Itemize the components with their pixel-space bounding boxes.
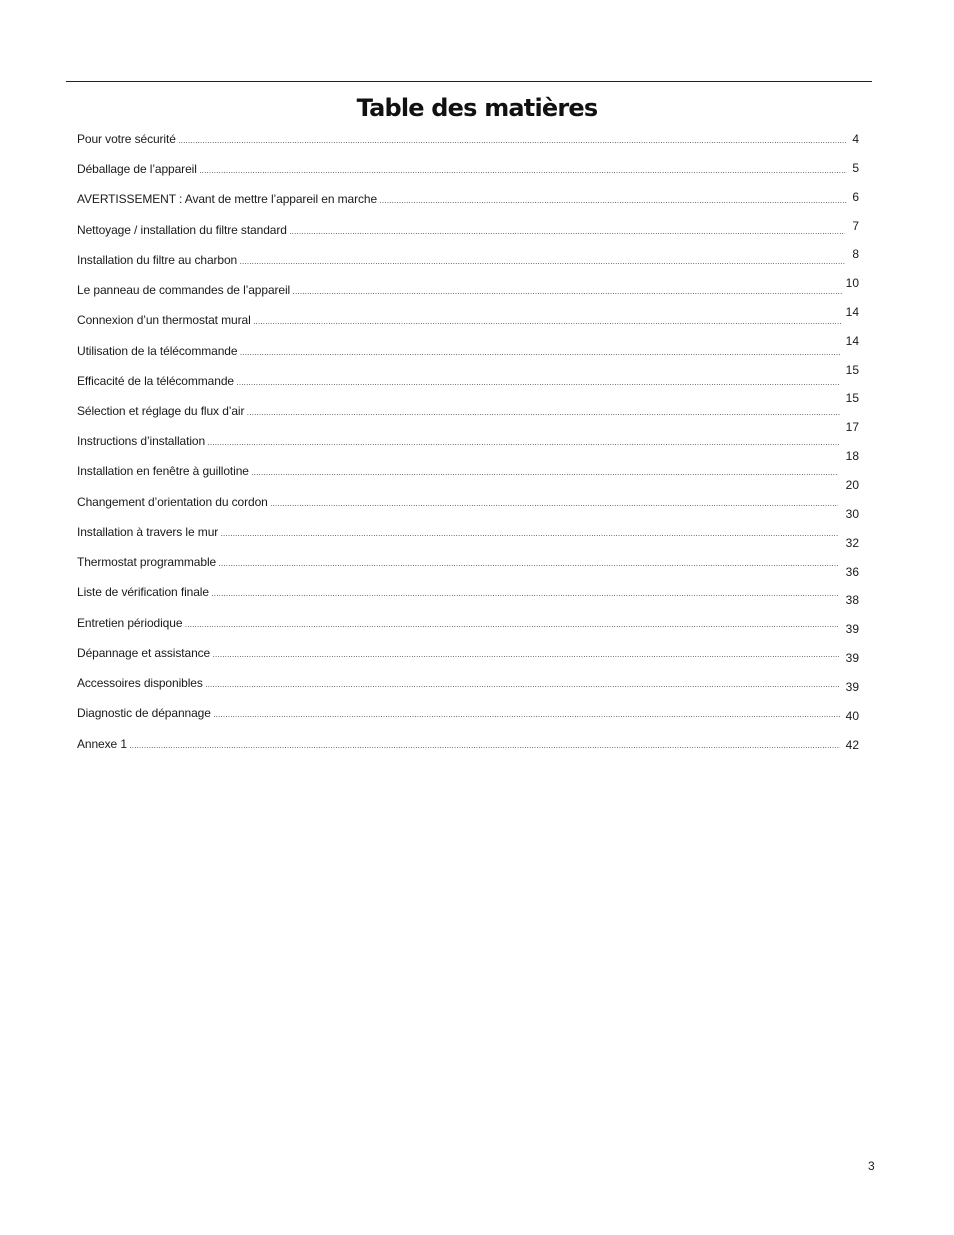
toc-entry[interactable] xyxy=(77,674,839,692)
toc-entry[interactable] xyxy=(77,221,845,239)
toc-entry-page: 8 xyxy=(852,247,859,261)
toc-entry-page: 39 xyxy=(845,651,859,665)
toc-entry-label: Annexe 1 ..... xyxy=(77,735,840,755)
toc-entry-page: 15 xyxy=(845,391,859,405)
toc-entry-label: Connexion d’un thermostat mural ..... xyxy=(77,311,841,331)
toc-entry[interactable] xyxy=(77,432,840,450)
toc-entry-label: Pour votre sécurité ..... xyxy=(77,130,847,150)
toc-entry[interactable] xyxy=(77,311,841,329)
page-number: 3 xyxy=(868,1159,875,1173)
toc-entry[interactable] xyxy=(77,614,839,632)
toc-entry[interactable] xyxy=(77,372,840,390)
toc-entry[interactable] xyxy=(77,402,840,420)
toc-entry-label: Dépannage et assistance ..... xyxy=(77,644,839,664)
top-rule xyxy=(66,81,872,82)
toc-entry[interactable] xyxy=(77,583,839,601)
toc-entry[interactable] xyxy=(77,493,838,511)
toc-entry[interactable] xyxy=(77,553,839,571)
toc-entry-label: Installation du filtre au charbon ..... xyxy=(77,251,845,271)
toc-entry-page: 39 xyxy=(845,622,859,636)
toc-entry-label: Efficacité de la télécommande ..... xyxy=(77,372,840,392)
toc-entry[interactable] xyxy=(77,735,840,753)
toc-entry-page: 42 xyxy=(845,738,859,752)
toc-entry-page: 6 xyxy=(852,190,859,204)
toc-entry-label: Accessoires disponibles ..... xyxy=(77,674,839,694)
toc-entry-label: Le panneau de commandes de l’appareil ..... xyxy=(77,281,843,301)
toc-entry-page: 36 xyxy=(845,565,859,579)
toc-entry-page: 15 xyxy=(845,363,859,377)
toc-entry-page: 40 xyxy=(845,709,859,723)
toc-entry[interactable] xyxy=(77,342,841,360)
toc-entry-page: 14 xyxy=(845,305,859,319)
toc-entry-page: 39 xyxy=(845,680,859,694)
toc-entry-label: Thermostat programmable ..... xyxy=(77,553,839,573)
toc-entry-label: Entretien périodique ..... xyxy=(77,614,839,634)
page-title: Table des matières xyxy=(356,94,598,122)
toc-entry-page: 4 xyxy=(852,132,859,146)
toc-entry-label: Instructions d’installation ..... xyxy=(77,432,840,452)
toc-entry-label: AVERTISSEMENT : Avant de mettre l’appareil en marche ..... xyxy=(77,190,847,210)
toc-entry[interactable] xyxy=(77,160,847,178)
toc-entry-label: Utilisation de la télécommande ..... xyxy=(77,342,841,362)
toc-entry[interactable] xyxy=(77,130,847,148)
toc-entry-page: 32 xyxy=(845,536,859,550)
toc-entry-page: 5 xyxy=(852,161,859,175)
toc-entry[interactable] xyxy=(77,644,839,662)
toc-entry[interactable] xyxy=(77,251,845,269)
toc-entry[interactable] xyxy=(77,704,840,722)
toc-entry-page: 30 xyxy=(845,507,859,521)
toc-entry-page: 7 xyxy=(852,219,859,233)
toc-entry-page: 17 xyxy=(845,420,859,434)
toc-entry-label: Liste de vérification finale ..... xyxy=(77,583,839,603)
toc-entry-label: Changement d’orientation du cordon ..... xyxy=(77,493,838,513)
toc-entry-label: Sélection et réglage du flux d’air ..... xyxy=(77,402,840,422)
toc-entry-page: 18 xyxy=(845,449,859,463)
toc-entry-page: 10 xyxy=(845,276,859,290)
toc-entry[interactable] xyxy=(77,190,847,208)
toc-entry-label: Nettoyage / installation du filtre standard ..... xyxy=(77,221,845,241)
toc-entry-label: Installation à travers le mur ..... xyxy=(77,523,838,543)
toc-entry[interactable] xyxy=(77,462,838,480)
toc-entry[interactable] xyxy=(77,523,838,541)
toc-entry-label: Diagnostic de dépannage ..... xyxy=(77,704,840,724)
toc-entry-label: Déballage de l’appareil ..... xyxy=(77,160,847,180)
toc-entry[interactable] xyxy=(77,281,843,299)
toc-entry-label: Installation en fenêtre à guillotine ..... xyxy=(77,462,838,482)
toc-entry-page: 20 xyxy=(845,478,859,492)
toc-entry-page: 38 xyxy=(845,593,859,607)
toc-entry-page: 14 xyxy=(845,334,859,348)
